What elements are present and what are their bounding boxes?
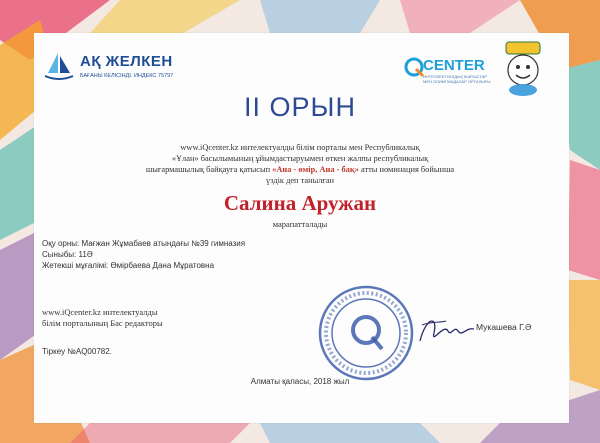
body-line-3-prefix: шығармашылық байқауға қатысып <box>145 165 271 174</box>
registration-number: Тіркеу №AQ00782. <box>42 347 112 356</box>
sailboat-icon <box>42 49 76 83</box>
editor-caption <box>42 307 163 329</box>
body-line-2: «Ұлан» басылымының ұйымдастыруымен өткен жалпы республикалық <box>171 154 429 163</box>
grade-info: Сыныбы: 11Ә <box>42 250 93 259</box>
recipient-name: Салина Аружан <box>223 191 377 215</box>
ak-zhelken-brand: АҚ ЖЕЛКЕН <box>80 53 173 70</box>
awarded-text: марапатталады <box>272 219 328 229</box>
editor-line-2: білім порталының Бас редакторы <box>42 318 163 328</box>
iqcenter-brand: CENTER <box>423 57 485 74</box>
body-line-4: үздік деп танылған <box>265 176 335 185</box>
certificate-title: II ОРЫН <box>244 92 356 122</box>
ak-zhelken-logo <box>42 49 172 89</box>
nomination-title: «Ана - өмір, Ана - бақ» <box>272 165 359 174</box>
editor-name: Мукашева Г.Ә <box>476 322 532 332</box>
iqcenter-subtitle: ИНТЕЛЛЕКТУАЛДЫҚ ЖАРЫСТАР МЕН ОЛИМПИАДАЛАР ОРТАЛЫҒЫ <box>423 74 491 84</box>
signature-icon <box>416 311 478 351</box>
certificate-body <box>100 142 500 186</box>
recipient-info <box>42 238 245 271</box>
ak-zhelken-tagline: БАҒАНЫ КЕЛІСІНДІ. ИНДЕКС 75797 <box>80 73 174 79</box>
body-line-1: www.iQcenter.kz интелектуалды білім порталы мен Республикалық <box>180 143 420 152</box>
body-line-3 <box>100 164 500 175</box>
editor-line-1: www.iQcenter.kz интелектуалды <box>42 307 158 317</box>
body-line-3-suffix: атты номинация бойынша <box>360 165 455 174</box>
school-info: Оқу орны: Мағжан Жұмабаев атындағы №39 гимназия <box>42 239 246 248</box>
mascot-icon <box>494 40 552 98</box>
teacher-info: Жетекші мұғалімі: Өмірбаева Дана Мұратовна <box>42 261 215 270</box>
official-stamp-icon <box>316 283 416 383</box>
place-and-date: Алматы қаласы, 2018 жыл <box>250 377 350 386</box>
q-logo-icon <box>403 56 425 78</box>
